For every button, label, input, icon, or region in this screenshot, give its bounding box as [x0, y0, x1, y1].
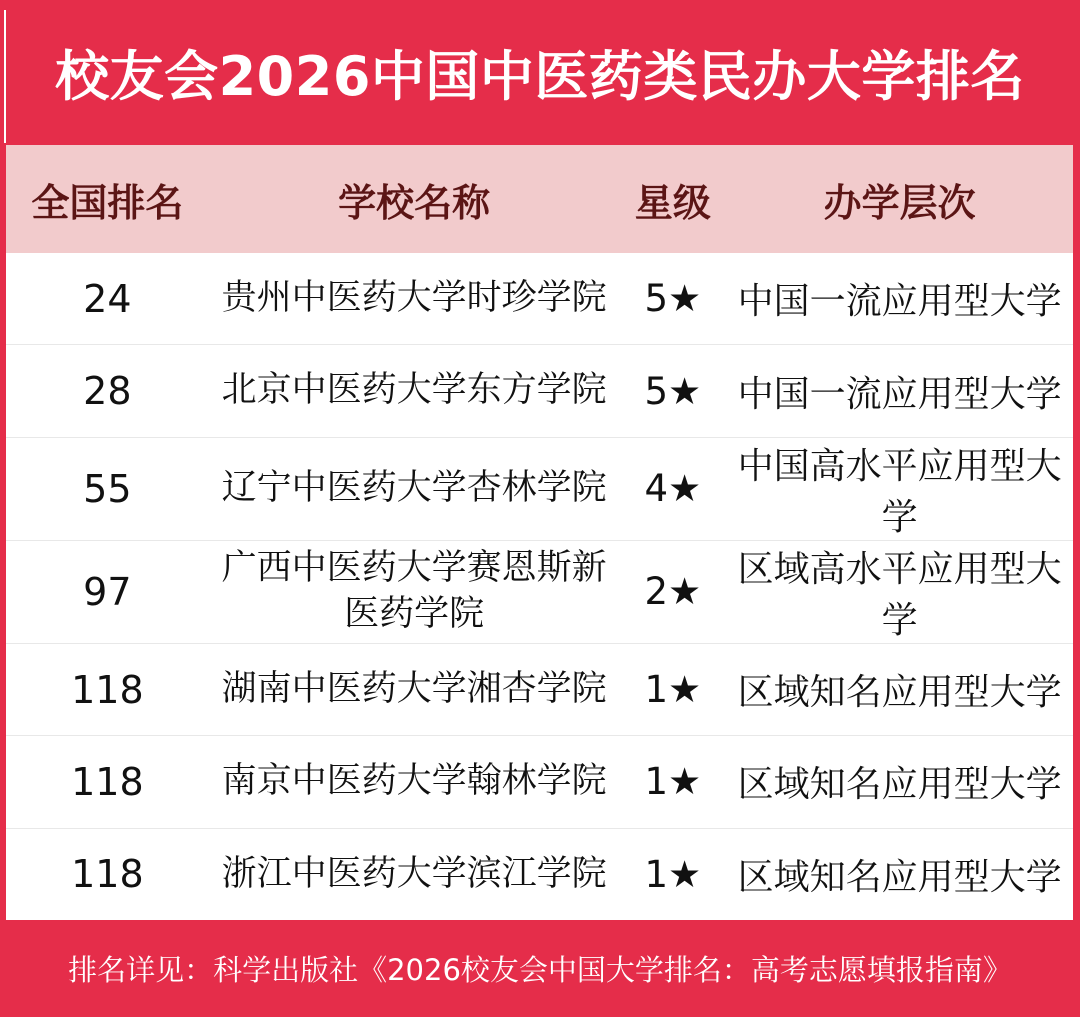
table-row	[6, 437, 1073, 540]
cell-rank: 97	[83, 569, 132, 614]
cell-level: 中国一流应用型大学	[737, 373, 1062, 415]
table-row	[6, 344, 1073, 436]
cell-level: 中国高水平应用型大学	[737, 445, 1062, 538]
cell-rank: 118	[71, 759, 144, 804]
cell-star: 5★	[644, 277, 702, 321]
column-header-rank: 全国排名	[31, 180, 184, 225]
page-title: 校友会2026中国中医药类民办大学排名	[55, 45, 1025, 108]
banner-left-seam	[4, 10, 6, 143]
cell-level: 区域知名应用型大学	[737, 856, 1062, 898]
table-row	[6, 828, 1073, 920]
cell-school: 北京中医药大学东方学院	[221, 370, 607, 411]
column-header-level: 办学层次	[823, 180, 976, 225]
table-row	[6, 540, 1073, 643]
cell-school: 南京中医药大学翰林学院	[221, 761, 607, 802]
banner	[0, 0, 1080, 145]
cell-rank: 118	[71, 852, 144, 897]
cell-school: 辽宁中医药大学杏林学院	[221, 468, 607, 509]
footer	[0, 920, 1080, 1017]
cell-level: 区域高水平应用型大学	[737, 548, 1062, 641]
cell-school: 贵州中医药大学时珍学院	[221, 277, 607, 318]
cell-school: 广西中医药大学赛恩斯新医药学院	[221, 548, 607, 634]
column-header-school: 学校名称	[338, 180, 491, 225]
table-body	[6, 253, 1073, 920]
cell-rank: 28	[83, 369, 132, 414]
column-header-star: 星级	[634, 180, 711, 225]
cell-star: 1★	[644, 852, 702, 896]
ranking-table	[6, 145, 1073, 920]
cell-level: 中国一流应用型大学	[737, 281, 1062, 323]
cell-rank: 55	[83, 466, 132, 511]
cell-star: 2★	[644, 570, 702, 614]
table-row	[6, 643, 1073, 735]
cell-school: 浙江中医药大学滨江学院	[221, 853, 607, 894]
cell-rank: 24	[83, 276, 132, 321]
cell-star: 1★	[644, 668, 702, 712]
cell-level: 区域知名应用型大学	[737, 672, 1062, 714]
table-row	[6, 253, 1073, 344]
cell-star: 5★	[644, 369, 702, 413]
table-header-row	[6, 145, 1073, 253]
cell-level: 区域知名应用型大学	[737, 764, 1062, 806]
table-row	[6, 735, 1073, 827]
cell-rank: 118	[71, 667, 144, 712]
cell-star: 1★	[644, 760, 702, 804]
cell-star: 4★	[644, 467, 702, 511]
cell-school: 湖南中医药大学湘杏学院	[221, 668, 607, 709]
footer-note: 排名详见：科学出版社《2026校友会中国大学排名：高考志愿填报指南》	[68, 953, 1012, 987]
